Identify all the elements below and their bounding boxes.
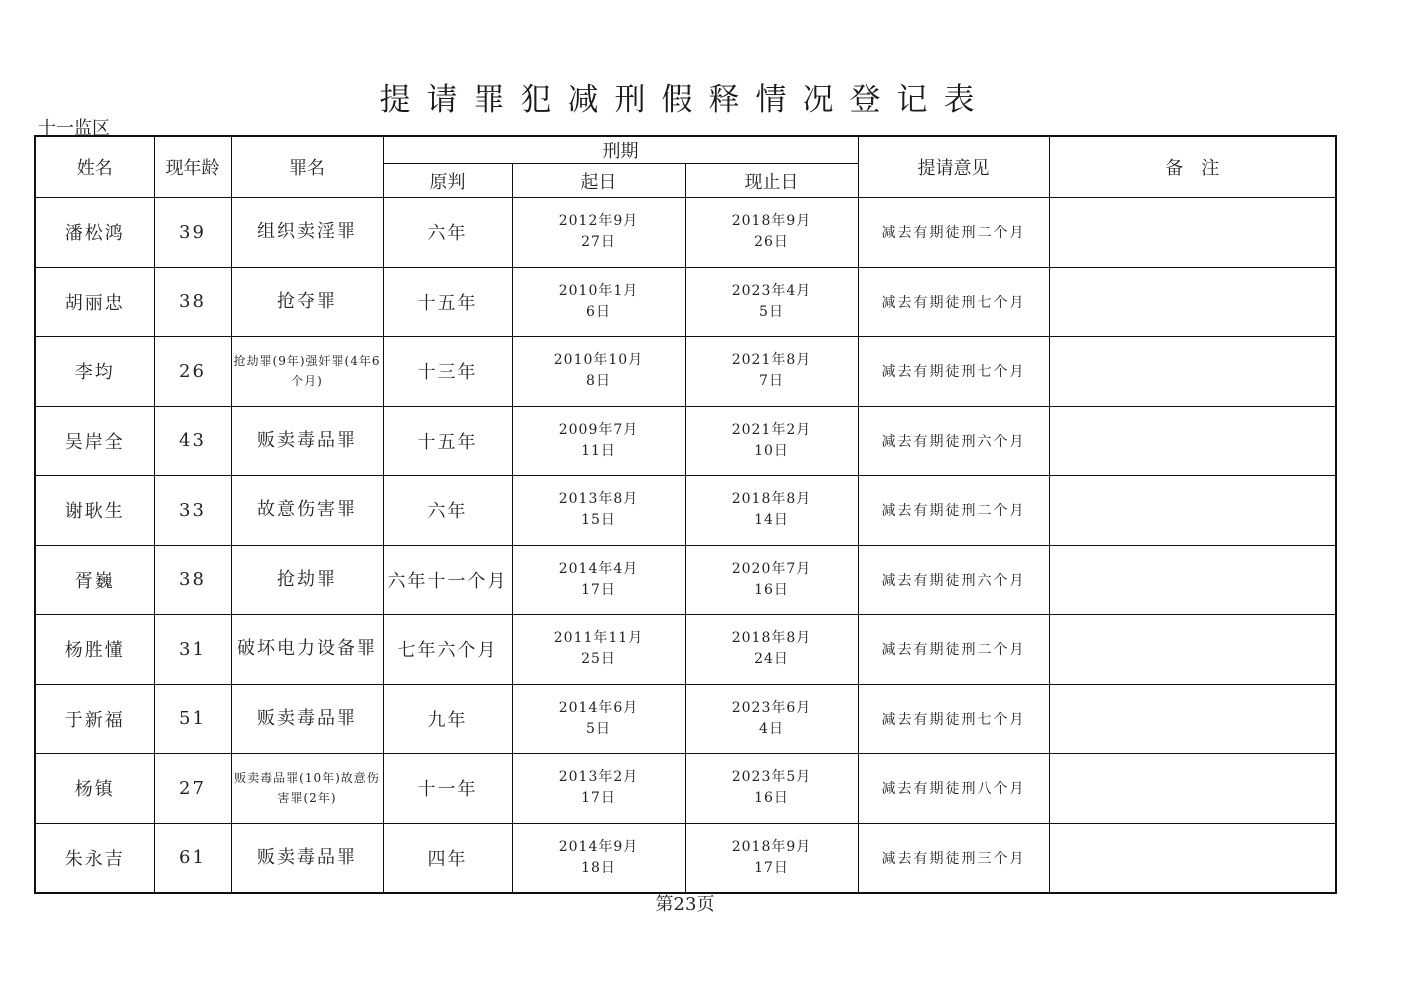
- cell-remarks: [1049, 823, 1336, 893]
- cell-name: 朱永吉: [35, 823, 154, 893]
- end-day: 4日: [759, 720, 784, 737]
- cell-end-date: [685, 198, 858, 268]
- end-day: 5日: [759, 303, 784, 320]
- cell-opinion: 减去有期徒刑六个月: [858, 406, 1049, 476]
- table-row: [35, 684, 1336, 754]
- prison-area-label: 十一监区: [38, 118, 110, 139]
- cell-end-date: [685, 823, 858, 893]
- cell-remarks: [1049, 545, 1336, 615]
- cell-opinion: 减去有期徒刑七个月: [858, 267, 1049, 337]
- end-year-month: 2023年4月: [731, 282, 812, 299]
- cell-end-date: [685, 267, 858, 337]
- cell-age: 43: [154, 406, 231, 476]
- end-day: 17日: [754, 859, 789, 876]
- page-number: 第23页: [655, 894, 715, 915]
- start-year-month: 2011年11月: [553, 630, 644, 647]
- start-day: 5日: [586, 720, 611, 737]
- cell-name: 胥巍: [35, 545, 154, 615]
- table-row: [35, 476, 1336, 546]
- start-year-month: 2014年4月: [558, 560, 639, 577]
- cell-age: 38: [154, 545, 231, 615]
- cell-opinion: 减去有期徒刑二个月: [858, 198, 1049, 268]
- end-day: 16日: [754, 790, 789, 807]
- cell-age: 38: [154, 267, 231, 337]
- cell-age: 26: [154, 337, 231, 407]
- end-year-month: 2018年8月: [731, 491, 812, 508]
- start-year-month: 2012年9月: [558, 213, 639, 230]
- start-day: 17日: [581, 790, 616, 807]
- cell-end-date: [685, 615, 858, 685]
- end-year-month: 2018年8月: [731, 630, 812, 647]
- cell-crime: 抢夺罪: [231, 267, 383, 337]
- table-row: [35, 337, 1336, 407]
- cell-name: 谢耿生: [35, 476, 154, 546]
- cell-remarks: [1049, 337, 1336, 407]
- cell-start-date: [512, 198, 685, 268]
- start-day: 8日: [586, 373, 611, 390]
- table-row: [35, 823, 1336, 893]
- start-year-month: 2014年9月: [558, 838, 639, 855]
- cell-end-date: [685, 545, 858, 615]
- end-year-month: 2021年2月: [731, 421, 812, 438]
- cell-start-date: [512, 754, 685, 824]
- cell-age: 31: [154, 615, 231, 685]
- start-day: 18日: [581, 859, 616, 876]
- cell-original-sentence: 九年: [383, 684, 512, 754]
- cell-crime: 贩卖毒品罪: [231, 823, 383, 893]
- table-header-row: [35, 136, 1336, 164]
- cell-remarks: [1049, 198, 1336, 268]
- cell-opinion: 减去有期徒刑二个月: [858, 476, 1049, 546]
- cell-original-sentence: 十五年: [383, 267, 512, 337]
- end-day: 10日: [754, 442, 789, 459]
- cell-crime: 抢劫罪: [231, 545, 383, 615]
- cell-end-date: [685, 754, 858, 824]
- cell-original-sentence: 四年: [383, 823, 512, 893]
- cell-opinion: 减去有期徒刑七个月: [858, 684, 1049, 754]
- end-day: 16日: [754, 581, 789, 598]
- header-crime: 罪名: [231, 136, 383, 198]
- cell-original-sentence: 六年十一个月: [383, 545, 512, 615]
- cell-name: 胡丽忠: [35, 267, 154, 337]
- cell-remarks: [1049, 476, 1336, 546]
- header-opinion: 提请意见: [858, 136, 1049, 198]
- cell-opinion: 减去有期徒刑七个月: [858, 337, 1049, 407]
- header-name: 姓名: [35, 136, 154, 198]
- register-table: [34, 135, 1337, 894]
- cell-crime: 贩卖毒品罪: [231, 406, 383, 476]
- table-row: [35, 615, 1336, 685]
- cell-name: 李均: [35, 337, 154, 407]
- header-start-date: 起日: [512, 164, 685, 198]
- end-year-month: 2023年5月: [731, 769, 812, 786]
- cell-age: 61: [154, 823, 231, 893]
- cell-crime: 故意伤害罪: [231, 476, 383, 546]
- cell-crime: 破坏电力设备罪: [231, 615, 383, 685]
- start-year-month: 2013年2月: [558, 769, 639, 786]
- cell-name: 杨镇: [35, 754, 154, 824]
- cell-remarks: [1049, 684, 1336, 754]
- start-day: 27日: [581, 234, 616, 251]
- cell-original-sentence: 十三年: [383, 337, 512, 407]
- cell-age: 51: [154, 684, 231, 754]
- start-day: 15日: [581, 512, 616, 529]
- end-day: 26日: [754, 234, 789, 251]
- table-row: [35, 754, 1336, 824]
- cell-start-date: [512, 684, 685, 754]
- start-day: 17日: [581, 581, 616, 598]
- cell-start-date: [512, 545, 685, 615]
- cell-age: 39: [154, 198, 231, 268]
- end-day: 14日: [754, 512, 789, 529]
- cell-start-date: [512, 406, 685, 476]
- start-year-month: 2014年6月: [558, 699, 639, 716]
- cell-crime: 抢劫罪(9年)强奸罪(4年6个月): [231, 337, 383, 407]
- cell-original-sentence: 六年: [383, 476, 512, 546]
- cell-opinion: 减去有期徒刑二个月: [858, 615, 1049, 685]
- end-year-month: 2018年9月: [731, 213, 812, 230]
- header-age: 现年龄: [154, 136, 231, 198]
- cell-age: 27: [154, 754, 231, 824]
- end-year-month: 2020年7月: [731, 560, 812, 577]
- cell-crime: 组织卖淫罪: [231, 198, 383, 268]
- cell-remarks: [1049, 406, 1336, 476]
- end-day: 7日: [759, 373, 784, 390]
- start-year-month: 2009年7月: [558, 421, 639, 438]
- end-year-month: 2021年8月: [731, 352, 812, 369]
- cell-original-sentence: 十五年: [383, 406, 512, 476]
- document-title: 提请罪犯减刑假释情况登记表: [379, 82, 991, 118]
- header-remarks: 备 注: [1049, 136, 1336, 198]
- cell-original-sentence: 六年: [383, 198, 512, 268]
- table-row: [35, 545, 1336, 615]
- cell-remarks: [1049, 615, 1336, 685]
- end-year-month: 2023年6月: [731, 699, 812, 716]
- start-day: 6日: [586, 303, 611, 320]
- cell-start-date: [512, 476, 685, 546]
- end-day: 24日: [754, 651, 789, 668]
- cell-name: 杨胜懂: [35, 615, 154, 685]
- start-year-month: 2010年1月: [558, 282, 639, 299]
- cell-name: 吴岸全: [35, 406, 154, 476]
- start-year-month: 2013年8月: [558, 491, 639, 508]
- cell-end-date: [685, 684, 858, 754]
- cell-age: 33: [154, 476, 231, 546]
- cell-opinion: 减去有期徒刑六个月: [858, 545, 1049, 615]
- start-day: 25日: [581, 651, 616, 668]
- cell-original-sentence: 十一年: [383, 754, 512, 824]
- cell-remarks: [1049, 754, 1336, 824]
- cell-crime: 贩卖毒品罪(10年)故意伤害罪(2年): [231, 754, 383, 824]
- table-row: [35, 198, 1336, 268]
- cell-end-date: [685, 476, 858, 546]
- cell-opinion: 减去有期徒刑三个月: [858, 823, 1049, 893]
- table-row: [35, 267, 1336, 337]
- cell-start-date: [512, 267, 685, 337]
- cell-start-date: [512, 615, 685, 685]
- cell-name: 于新福: [35, 684, 154, 754]
- cell-end-date: [685, 406, 858, 476]
- cell-name: 潘松鸿: [35, 198, 154, 268]
- table-row: [35, 406, 1336, 476]
- header-original-sentence: 原判: [383, 164, 512, 198]
- cell-end-date: [685, 337, 858, 407]
- cell-start-date: [512, 823, 685, 893]
- end-year-month: 2018年9月: [731, 838, 812, 855]
- cell-crime: 贩卖毒品罪: [231, 684, 383, 754]
- cell-start-date: [512, 337, 685, 407]
- cell-remarks: [1049, 267, 1336, 337]
- cell-opinion: 减去有期徒刑八个月: [858, 754, 1049, 824]
- start-day: 11日: [581, 442, 616, 459]
- cell-original-sentence: 七年六个月: [383, 615, 512, 685]
- header-end-date: 现止日: [685, 164, 858, 198]
- start-year-month: 2010年10月: [553, 352, 644, 369]
- header-sentence-group: 刑期: [383, 136, 858, 164]
